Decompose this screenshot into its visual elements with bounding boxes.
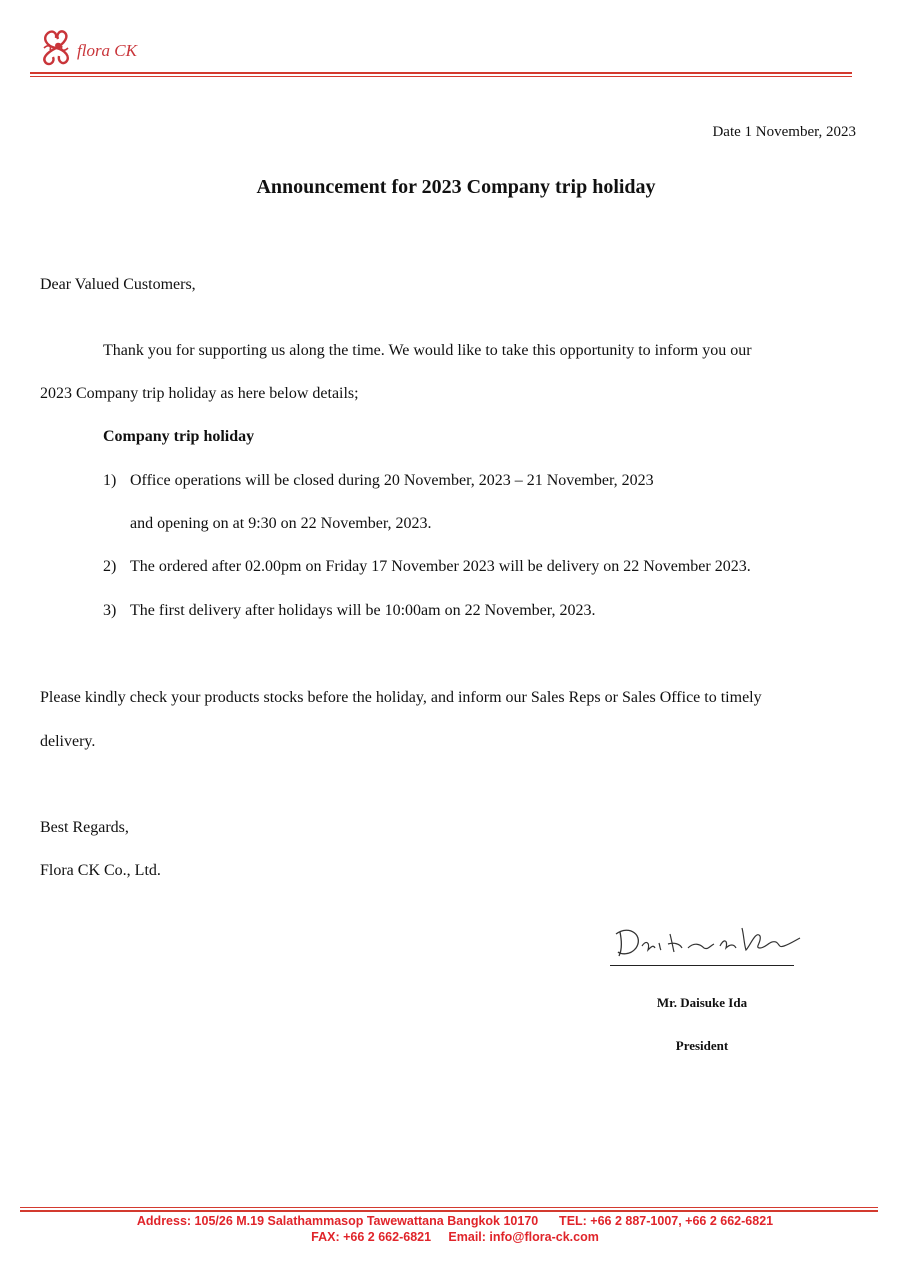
list-item [103,558,751,576]
footer-contact [0,1230,900,1244]
footer-contact-text: FAX: +66 2 662-6821 Email: info@flora-ck.com [311,1230,599,1244]
list-item-number: 3) [103,602,117,619]
list-item [103,602,596,620]
footer-address [0,1214,900,1228]
header-rule-bottom [30,76,852,77]
intro-paragraph-line-1: Thank you for supporting us along the time. We would like to take this opportunity to inform you our [103,342,752,359]
signatory-title: President [675,1038,729,1053]
list-item-text: The ordered after 02.00pm on Friday 17 November 2023 will be delivery on 22 November 2023. [130,558,751,575]
signature [610,918,810,969]
intro-paragraph-line-2: 2023 Company trip holiday as here below details; [40,385,359,402]
company-logo [38,26,137,70]
list-item-continuation: and opening on at 9:30 on 22 November, 2023. [130,515,432,532]
signature-line [610,965,794,966]
footer-rule-top [20,1207,878,1208]
salutation: Dear Valued Customers, [40,276,196,293]
regards: Best Regards, [40,819,129,836]
handwritten-signature-icon [610,918,810,964]
list-item-number: 2) [103,558,117,575]
section-heading: Company trip holiday [103,428,255,445]
company-name: Flora CK Co., Ltd. [40,862,161,879]
footer-rule-bottom [20,1210,878,1212]
signatory-name: Mr. Daisuke Ida [656,995,748,1010]
closing-paragraph-line-1: Please kindly check your products stocks before the holiday, and inform our Sales Reps or Sales Office to timely [40,689,762,706]
letter-title: Announcement for 2023 Company trip holiday [256,176,656,198]
list-item [103,472,654,490]
list-item-number: 1) [103,472,117,489]
flower-logo-icon [38,28,74,68]
closing-paragraph-line-2: delivery. [40,733,96,750]
list-item-text: The first delivery after holidays will be 10:00am on 22 November, 2023. [130,602,596,619]
list-item-text: Office operations will be closed during 20 November, 2023 – 21 November, 2023 [130,472,654,489]
header-rule-top [30,72,852,74]
logo-text: flora CK [77,41,137,60]
footer-address-text: Address: 105/26 M.19 Salathammasop Tawewattana Bangkok 10170 TEL: +66 2 887-1007, +66 2 662-6821 [136,1214,774,1228]
letter-date: Date 1 November, 2023 [712,124,856,140]
